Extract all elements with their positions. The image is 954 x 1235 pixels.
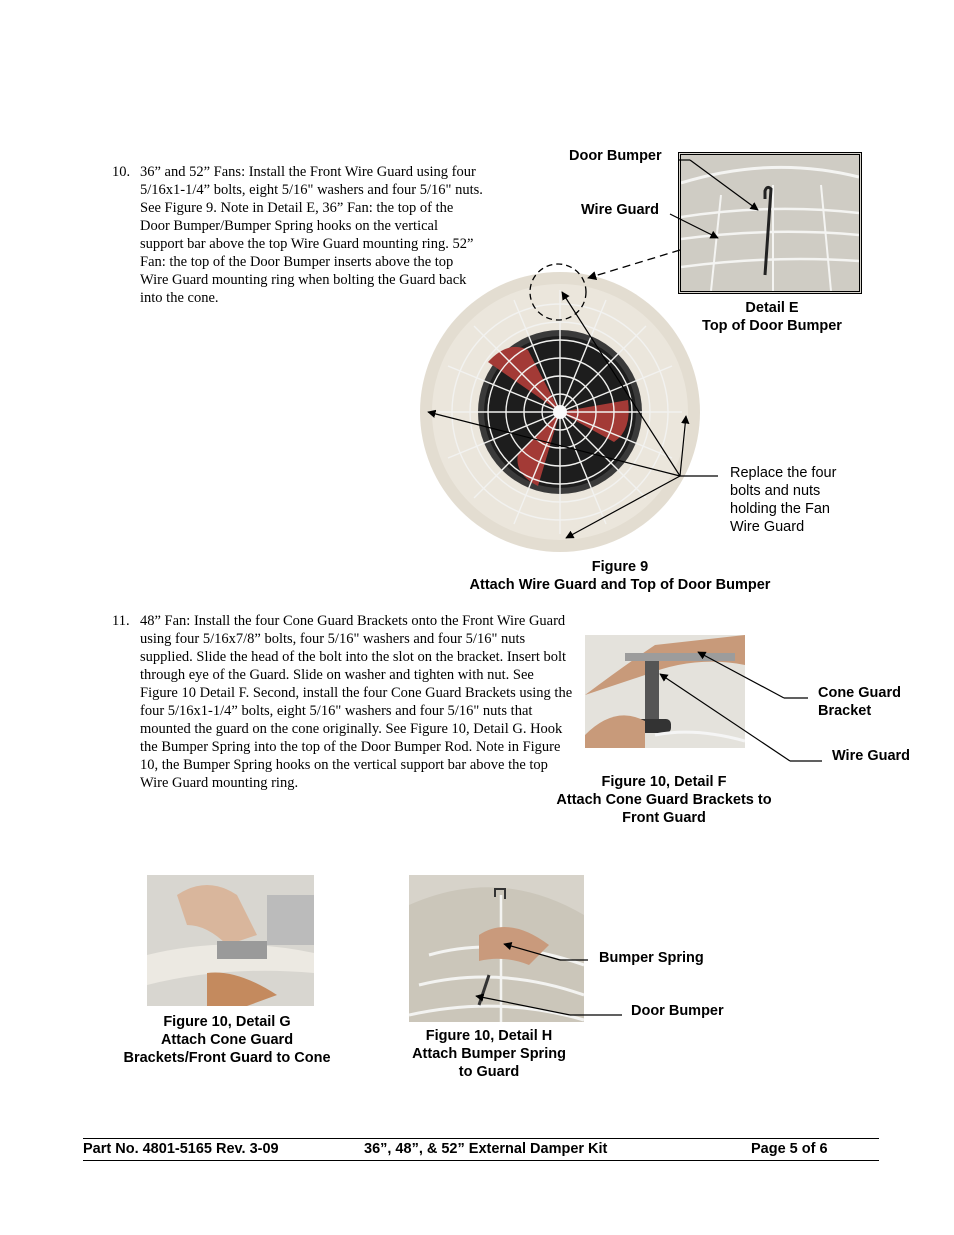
detail-f-annotations bbox=[0, 620, 954, 780]
footer-page-number: Page 5 of 6 bbox=[751, 1141, 828, 1157]
label-wire-guard-f: Wire Guard bbox=[832, 748, 911, 764]
figure-9-caption: Figure 9 Attach Wire Guard and Top of Door Bumper bbox=[469, 559, 771, 593]
figure-9-note: Replace the four bolts and nuts holding the Fan Wire Guard bbox=[730, 465, 837, 535]
step-text: 36” and 52” Fans: Install the Front Wire Guard using four 5/16x1-1/4” bolts, eight 5/16" washers and four 5/16" nuts. See Figure 9. Note in Detail E, 36” Fan: the top of the Door Bumper/Bumper Spring hooks on the vertical support bar above the top Wire Guard mounting ring. 52” Fan: the top of the Door Bumper inserts above the top Wire Guard mounting ring when bolting the Guard back into the cone. bbox=[140, 164, 483, 306]
label-bumper-spring: Bumper Spring bbox=[599, 950, 704, 966]
label-cone-guard-bracket: Cone Guard Bracket bbox=[818, 685, 901, 719]
detail-h-caption: Figure 10, Detail H Attach Bumper Spring to Guard bbox=[412, 1028, 566, 1080]
step-number: 10. bbox=[112, 164, 131, 180]
footer-bottom-rule bbox=[83, 1160, 879, 1161]
step-text: 48” Fan: Install the four Cone Guard Brackets onto the Front Wire Guard using four 5/16x7/8” bolts, four 5/16" washers and four 5/16" nuts supplied. Slide the head of the bolt into the slot on the bracket. Insert bolt through eye of the Guard. Slide on washer and tighten with nut. See Figure 10 Detail F. Second, install the four Cone Guard Brackets using the four 5/16x1-1/4” bolts, eight 5/16" washers and four 5/16" nuts that mounted the guard on the cone originally. See Figure 10, Detail G. Hook the Bumper Spring into the top of the Door Bumper Rod. Note in Figure 10, the Bumper Spring hooks on the vertical support bar above the top Wire Guard mounting ring. bbox=[140, 613, 573, 791]
footer-part-number: Part No. 4801-5165 Rev. 3-09 bbox=[83, 1141, 279, 1157]
step-number: 11. bbox=[112, 613, 130, 629]
detail-e-caption: Detail E Top of Door Bumper bbox=[702, 300, 842, 334]
detail-f-caption: Figure 10, Detail F Attach Cone Guard Brackets to Front Guard bbox=[556, 774, 772, 826]
detail-h-annotations bbox=[0, 930, 954, 1030]
footer-title: 36”, 48”, & 52” External Damper Kit bbox=[364, 1141, 608, 1157]
footer-top-rule bbox=[83, 1138, 879, 1139]
label-door-bumper-e: Door Bumper bbox=[569, 148, 662, 164]
detail-g-caption: Figure 10, Detail G Attach Cone Guard Brackets/Front Guard to Cone bbox=[123, 1014, 331, 1066]
label-door-bumper-h: Door Bumper bbox=[631, 1003, 724, 1019]
label-wire-guard-e: Wire Guard bbox=[581, 202, 660, 218]
